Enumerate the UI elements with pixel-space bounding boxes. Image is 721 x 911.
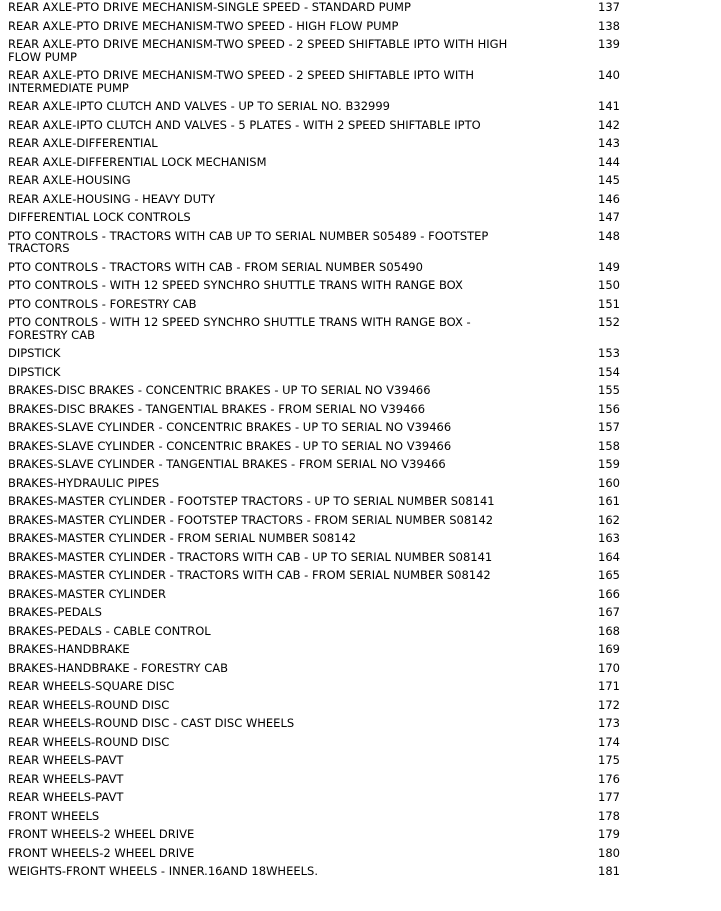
table-of-contents [8,0,713,883]
toc-page-number: 156 [598,401,620,416]
toc-row [8,476,713,495]
toc-page-number: 148 [598,228,620,243]
toc-page-number: 166 [598,586,620,601]
toc-entry-title: REAR WHEELS-PAVT [8,753,124,767]
toc-entry-title: BRAKES-MASTER CYLINDER - TRACTORS WITH CAB - FROM SERIAL NUMBER S08142 [8,568,491,582]
toc-entry-title: BRAKES-HANDBRAKE - FORESTRY CAB [8,660,229,675]
toc-row [8,457,713,476]
toc-entry-title: BRAKES-MASTER CYLINDER - TRACTORS WITH CAB - UP TO SERIAL NUMBER S08141 [8,549,493,564]
toc-page-number: 170 [598,660,620,675]
toc-page-number: 152 [598,315,620,329]
toc-page-number: 145 [598,173,620,187]
toc-page-number: 161 [598,494,620,508]
toc-row [8,790,713,809]
toc-row [8,136,713,155]
toc-row [8,587,713,606]
toc-entry-title: BRAKES-MASTER CYLINDER - FOOTSTEP TRACTORS - UP TO SERIAL NUMBER S08141 [8,494,495,508]
toc-page-number: 165 [598,568,620,582]
toc-entry-title: FRONT WHEELS [8,808,100,823]
toc-page-number: 181 [598,864,620,878]
toc-row [8,402,713,421]
toc-entry-title: REAR AXLE-PTO DRIVE MECHANISM-TWO SPEED - HIGH FLOW PUMP [8,18,399,33]
toc-row [8,809,713,828]
toc-entry-title: FRONT WHEELS-2 WHEEL DRIVE [8,827,195,841]
toc-row [8,568,713,587]
toc-page-number: 140 [598,68,620,82]
toc-row [8,278,713,297]
toc-entry-title: BRAKES-PEDALS [8,605,102,619]
toc-entry-title: REAR WHEELS-SQUARE DISC [8,679,175,693]
toc-page-number: 139 [598,37,620,51]
toc-row [8,68,713,99]
toc-row [8,0,713,19]
toc-row [8,679,713,698]
toc-entry-title: BRAKES-MASTER CYLINDER [8,586,166,601]
toc-row [8,260,713,279]
toc-page-number: 171 [598,679,620,693]
toc-entry-title: BRAKES-HYDRAULIC PIPES [8,475,160,490]
toc-row [8,229,713,260]
toc-entry-title: DIFFERENTIAL LOCK CONTROLS [8,210,191,224]
toc-entry-title: REAR AXLE-DIFFERENTIAL LOCK MECHANISM [8,154,267,169]
toc-page-number: 147 [598,210,620,224]
toc-row [8,365,713,384]
toc-entry-title: FRONT WHEELS-2 WHEEL DRIVE [8,845,195,860]
toc-row [8,192,713,211]
toc-entry-title: BRAKES-SLAVE CYLINDER - CONCENTRIC BRAKES - UP TO SERIAL NO V39466 [8,438,452,453]
toc-entry-title: REAR AXLE-HOUSING - HEAVY DUTY [8,191,216,206]
toc-entry-title: BRAKES-HANDBRAKE [8,642,130,656]
toc-entry-title: WEIGHTS-FRONT WHEELS - INNER.16AND 18WHEELS. [8,864,318,878]
toc-row [8,661,713,680]
toc-page-number: 150 [598,278,620,292]
toc-page-number: 180 [598,845,620,860]
toc-page-number: 175 [598,753,620,767]
toc-row [8,37,713,68]
toc-row [8,118,713,137]
toc-row [8,753,713,772]
toc-page-number: 177 [598,790,620,804]
toc-row [8,173,713,192]
toc-entry-title: PTO CONTROLS - TRACTORS WITH CAB - FROM SERIAL NUMBER S05490 [8,259,423,274]
toc-row [8,19,713,38]
toc-page-number: 176 [598,771,620,786]
toc-row [8,605,713,624]
toc-row [8,864,713,883]
toc-row [8,155,713,174]
toc-page-number: 172 [598,697,620,712]
toc-entry-title: PTO CONTROLS - FORESTRY CAB [8,296,197,311]
toc-page-number: 154 [598,364,620,379]
toc-page-number: 164 [598,549,620,564]
toc-entry-title: REAR AXLE-DIFFERENTIAL [8,136,158,150]
toc-page-number: 141 [598,99,620,113]
toc-entry-title: REAR WHEELS-ROUND DISC [8,697,170,712]
toc-entry-title: BRAKES-PEDALS - CABLE CONTROL [8,623,211,638]
toc-page-number: 169 [598,642,620,656]
toc-page-number: 146 [598,191,620,206]
toc-entry-title: REAR AXLE-IPTO CLUTCH AND VALVES - UP TO SERIAL NO. B32999 [8,99,390,113]
toc-row [8,315,713,346]
toc-entry-title: DIPSTICK [8,346,61,360]
toc-page-number: 179 [598,827,620,841]
toc-entry-title: DIPSTICK [8,364,61,379]
toc-row [8,383,713,402]
toc-entry-title: BRAKES-MASTER CYLINDER - FROM SERIAL NUMBER S08142 [8,531,357,545]
toc-page-number: 153 [598,346,620,360]
toc-entry-title: REAR AXLE-PTO DRIVE MECHANISM-TWO SPEED - 2 SPEED SHIFTABLE IPTO WITH HIGH FLOW PUMP [8,37,508,64]
toc-entry-title: REAR WHEELS-PAVT [8,790,124,804]
toc-page-number: 149 [598,259,620,274]
toc-entry-title: REAR AXLE-HOUSING [8,173,131,187]
toc-page-number: 160 [598,475,620,490]
toc-row [8,550,713,569]
toc-entry-title: BRAKES-SLAVE CYLINDER - TANGENTIAL BRAKES - FROM SERIAL NO V39466 [8,457,446,471]
toc-entry-title: BRAKES-DISC BRAKES - CONCENTRIC BRAKES - UP TO SERIAL NO V39466 [8,383,431,397]
toc-page-number: 144 [598,154,620,169]
toc-entry-title: BRAKES-MASTER CYLINDER - FOOTSTEP TRACTORS - FROM SERIAL NUMBER S08142 [8,512,494,527]
toc-page-number: 155 [598,383,620,397]
toc-page-number: 138 [598,18,620,33]
toc-page-number: 157 [598,420,620,434]
toc-page-number: 178 [598,808,620,823]
toc-page-number: 167 [598,605,620,619]
toc-row [8,624,713,643]
toc-row [8,735,713,754]
toc-row [8,531,713,550]
toc-page-number: 151 [598,296,620,311]
toc-row [8,642,713,661]
toc-row [8,420,713,439]
toc-row [8,210,713,229]
toc-entry-title: BRAKES-SLAVE CYLINDER - CONCENTRIC BRAKES - UP TO SERIAL NO V39466 [8,420,452,434]
toc-page-number: 168 [598,623,620,638]
toc-row [8,346,713,365]
toc-page-number: 143 [598,136,620,150]
toc-page-number: 174 [598,734,620,749]
toc-entry-title: PTO CONTROLS - TRACTORS WITH CAB UP TO SERIAL NUMBER S05489 - FOOTSTEP TRACTORS [8,228,489,255]
toc-page-number: 163 [598,531,620,545]
toc-page-number: 159 [598,457,620,471]
toc-row [8,297,713,316]
toc-entry-title: REAR AXLE-PTO DRIVE MECHANISM-SINGLE SPEED - STANDARD PUMP [8,0,411,14]
toc-page-number: 173 [598,716,620,730]
toc-row [8,846,713,865]
toc-row [8,494,713,513]
toc-entry-title: BRAKES-DISC BRAKES - TANGENTIAL BRAKES - FROM SERIAL NO V39466 [8,401,426,416]
toc-entry-title: REAR AXLE-PTO DRIVE MECHANISM-TWO SPEED - 2 SPEED SHIFTABLE IPTO WITH INTERMEDIATE PUMP [8,68,474,95]
toc-page-number: 162 [598,512,620,527]
toc-row [8,772,713,791]
toc-page-number: 158 [598,438,620,453]
toc-entry-title: PTO CONTROLS - WITH 12 SPEED SYNCHRO SHUTTLE TRANS WITH RANGE BOX [8,278,463,292]
toc-row [8,439,713,458]
toc-page-number: 137 [598,0,620,14]
toc-page-number: 142 [598,117,620,132]
toc-entry-title: REAR WHEELS-PAVT [8,771,124,786]
toc-row [8,698,713,717]
toc-entry-title: REAR AXLE-IPTO CLUTCH AND VALVES - 5 PLATES - WITH 2 SPEED SHIFTABLE IPTO [8,117,481,132]
toc-row [8,827,713,846]
toc-row [8,716,713,735]
toc-row [8,513,713,532]
toc-entry-title: REAR WHEELS-ROUND DISC [8,734,170,749]
toc-entry-title: REAR WHEELS-ROUND DISC - CAST DISC WHEELS [8,716,295,730]
toc-entry-title: PTO CONTROLS - WITH 12 SPEED SYNCHRO SHUTTLE TRANS WITH RANGE BOX - FORESTRY CAB [8,315,471,342]
toc-row [8,99,713,118]
